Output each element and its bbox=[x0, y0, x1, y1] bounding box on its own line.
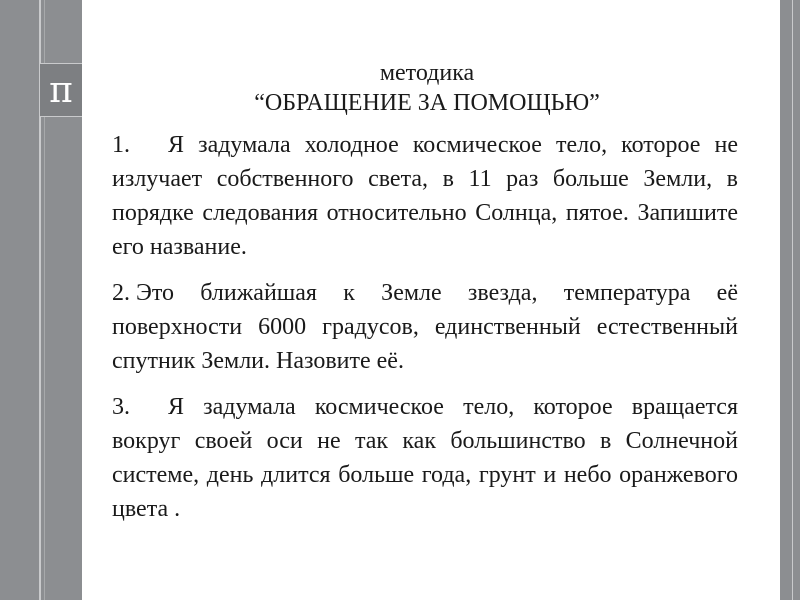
question-number: 3. bbox=[112, 394, 130, 420]
title-line-1: методика bbox=[379, 60, 475, 86]
right-sidebar bbox=[780, 0, 800, 600]
pi-icon bbox=[40, 63, 82, 117]
question-number: 2. bbox=[112, 280, 130, 306]
right-divider bbox=[792, 0, 793, 600]
question-1 bbox=[112, 128, 738, 264]
slide-title bbox=[112, 58, 742, 118]
question-text: Это ближайшая к Земле звезда, температура её поверхности 6000 градусов, единственный естественный спутник Земли. Назовите её. bbox=[112, 280, 738, 374]
question-text: Я задумала космическое тело, которое вращается вокруг своей оси не так как большинство в Солнечной системе, день длится больше года, грунт и небо оранжевого цвета . bbox=[112, 394, 738, 522]
title-line-2: “ОБРАЩЕНИЕ ЗА ПОМОЩЬЮ” bbox=[254, 90, 600, 116]
pi-symbol: π bbox=[49, 69, 73, 111]
question-text: Я задумала холодное космическое тело, которое не излучает собственного света, в 11 раз больше Земли, в порядке следования относительно Солнца, пятое. Запишите его название. bbox=[112, 132, 738, 260]
question-3 bbox=[112, 390, 738, 526]
question-2 bbox=[112, 276, 738, 378]
questions-list bbox=[112, 128, 738, 538]
question-number: 1. bbox=[112, 132, 130, 158]
